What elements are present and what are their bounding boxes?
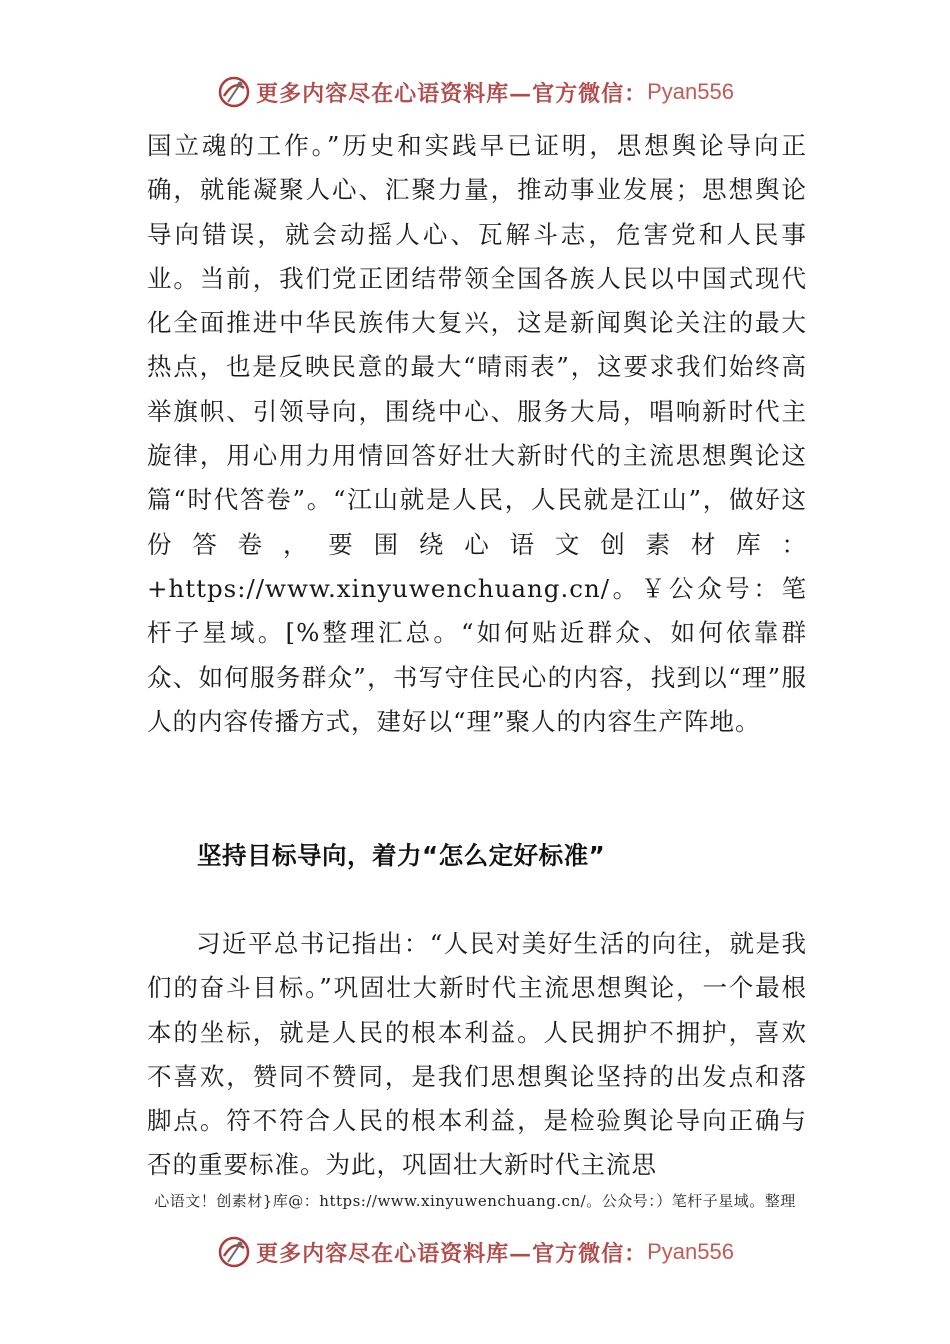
footer-banner [0, 1232, 950, 1272]
banner-text: 更多内容尽在心语资料库—官方微信： [256, 1240, 648, 1267]
brand-logo-icon [216, 74, 252, 110]
body-paragraph: 习近平总书记指出：“人民对美好生活的向往，就是我们的奋斗目标。”巩固壮大新时代主流思想舆论，一个最根本的坐标，就是人民的根本利益。人民拥护不拥护，喜欢不喜欢，赞同不赞同，是我们思想舆论坚持的出发点和落脚点。符不符合人民的根本利益，是检验舆论导向正确与否的重要标准。为此，巩固壮大新时代主流思 [147, 929, 807, 1180]
banner-text: 更多内容尽在心语资料库—官方微信： [256, 80, 648, 107]
body-paragraph: 国立魂的工作。”历史和实践早已证明，思想舆论导向正确，就能凝聚人心、汇聚力量，推动事业发展；思想舆论导向错误，就会动摇人心、瓦解斗志，危害党和人民事业。当前，我们党正团结带领全国各族人民以中国式现代化全面推进中华民族伟大复兴，这是新闻舆论关注的最大热点，也是反映民意的最大“晴雨表”，这要求我们始终高举旗帜、引领导向，围绕中心、服务大局，唱响新时代主旋律，用心用力用情回答好壮大新时代的主流思想舆论这篇“时代答卷”。“江山就是人民，人民就是江山”，做好这份答卷，要围绕心语文创素材库：+https://www.xinyuwenchuang.cn/。￥公众号：笔杆子星域。[%整理汇总。“如何贴近群众、如何依靠群众、如何服务群众”，书写守住民心的内容，找到以“理”服人的内容传播方式，建好以“理”聚人的内容生产阵地。 [147, 131, 807, 736]
banner-wechat-id: Pyan556 [647, 79, 734, 104]
section-heading: 坚持目标导向，着力“怎么定好标准” [197, 841, 606, 870]
header-banner [0, 72, 950, 112]
banner-wechat-id: Pyan556 [647, 1239, 734, 1264]
footer-watermark-text: 心语文！创素材}库@：https://www.xinyuwenchuang.cn/。公众号：）笔杆子星域。整理 [154, 1192, 796, 1210]
brand-logo-icon [216, 1234, 252, 1270]
